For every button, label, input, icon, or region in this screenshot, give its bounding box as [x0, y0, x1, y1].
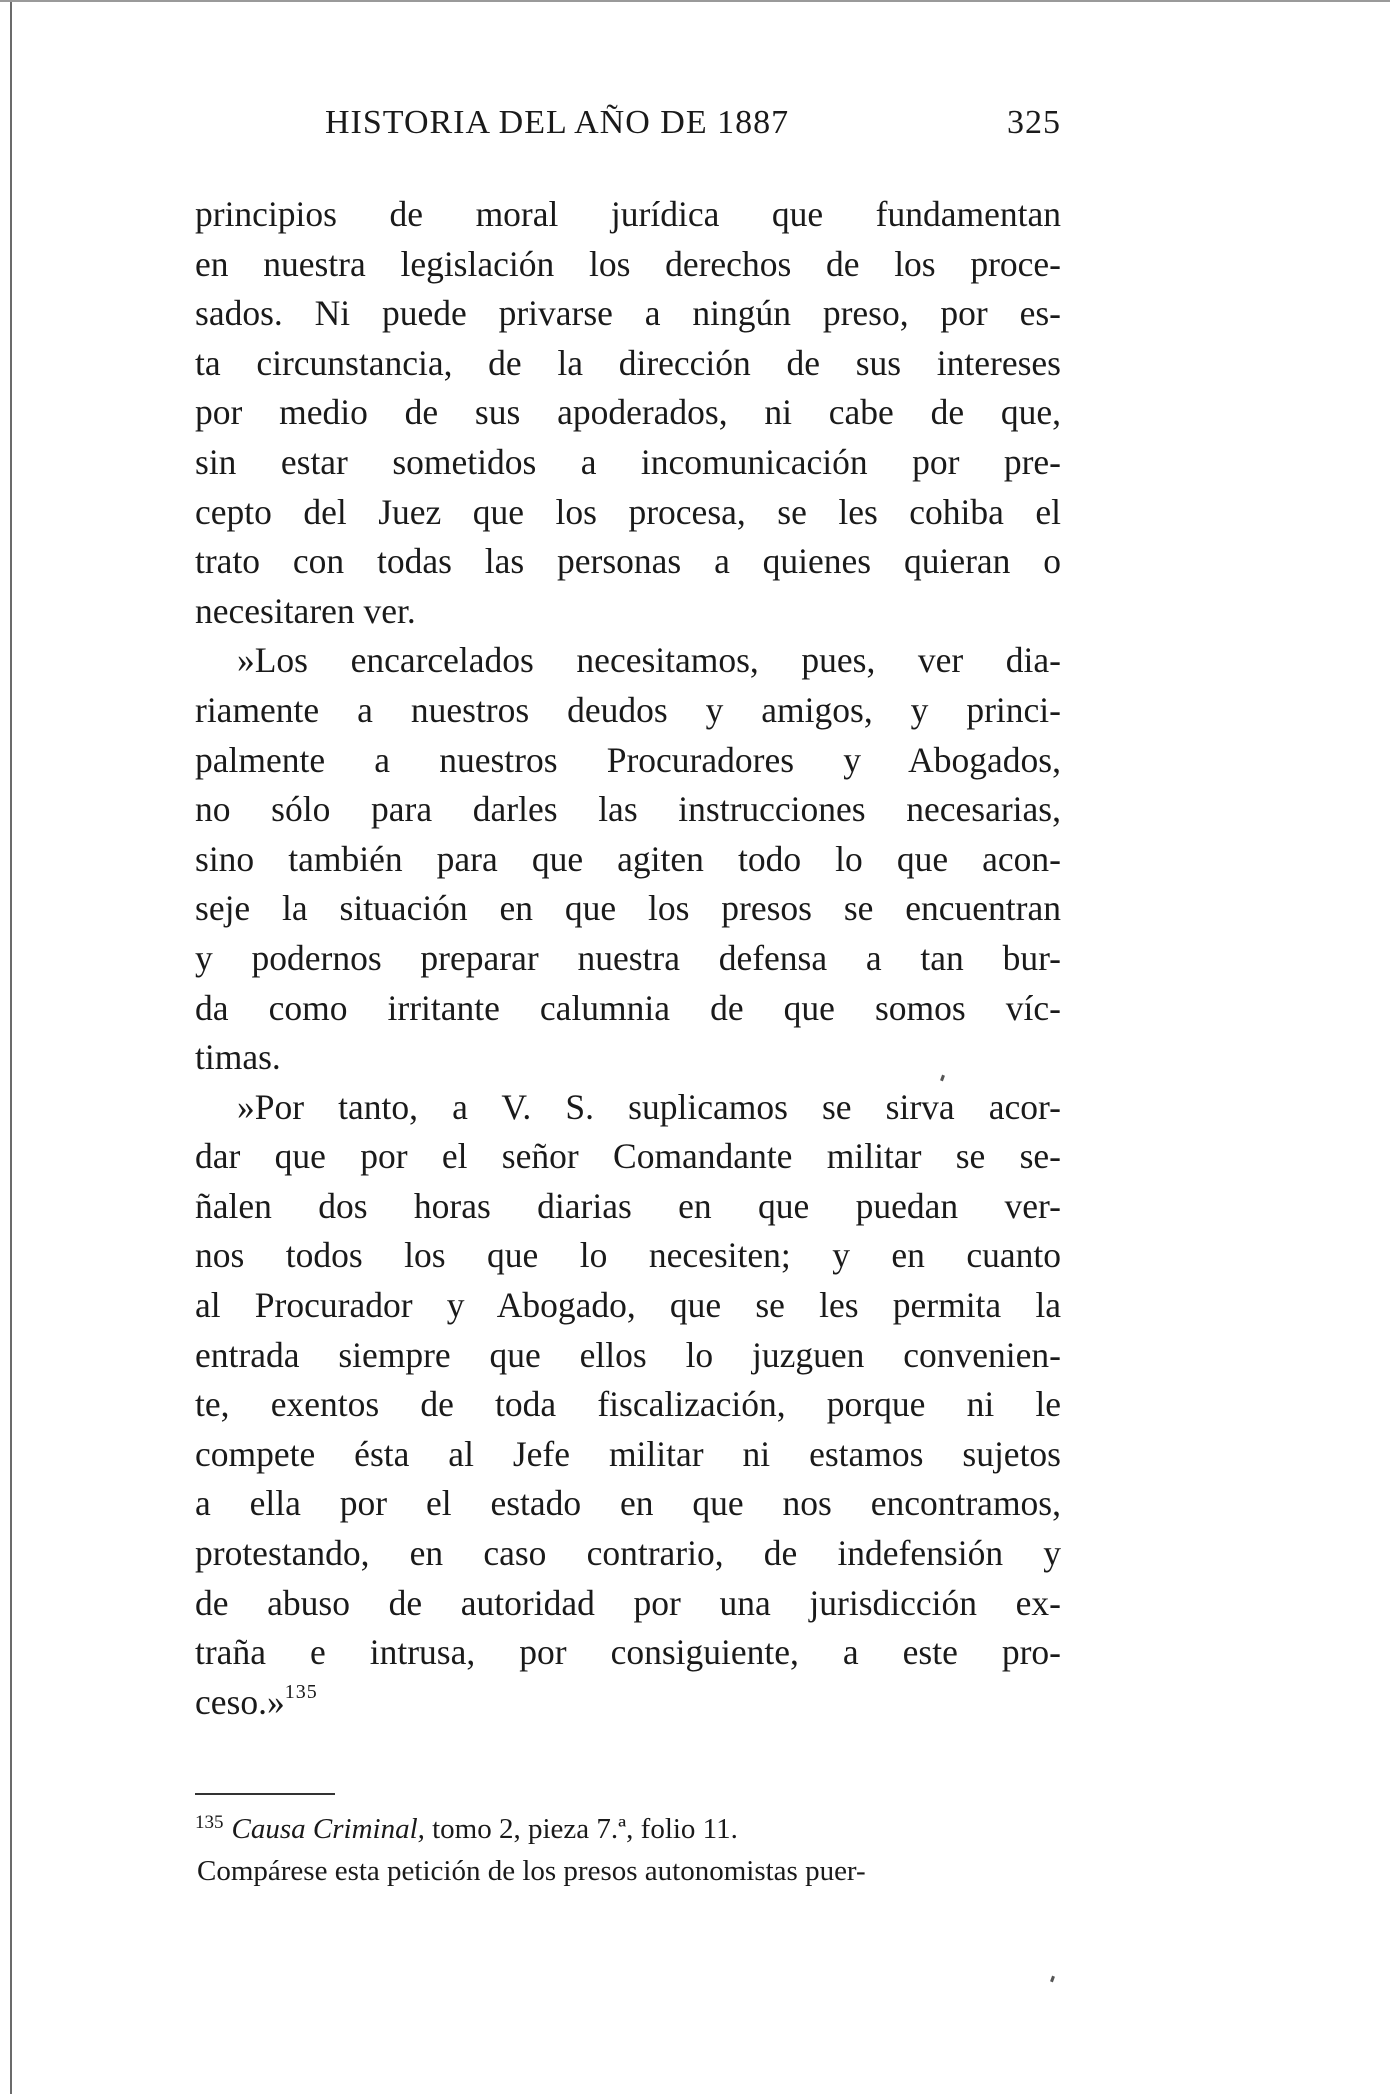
- running-head: [195, 104, 1061, 148]
- text-line-final: [195, 1678, 1061, 1728]
- text-line: palmente a nuestros Procuradores y Abogados,: [195, 739, 1061, 780]
- text-line: traña e intrusa, por consiguiente, a este pro-: [195, 1632, 1061, 1673]
- text-line: sino también para que agiten todo lo que acon-: [195, 838, 1061, 879]
- text-line: protestando, en caso contrario, de indefensión y: [195, 1533, 1061, 1574]
- text-line: da como irritante calumnia de que somos víc-: [195, 987, 1061, 1028]
- text-line: »Por tanto, a V. S. suplicamos se sirva acor-: [237, 1086, 1061, 1127]
- text-line: riamente a nuestros deudos y amigos, y princi-: [195, 689, 1061, 730]
- text-line: cepto del Juez que los procesa, se les cohiba el: [195, 491, 1061, 532]
- text-line: timas.: [195, 1037, 281, 1078]
- page-left-edge: [10, 0, 12, 2094]
- footnote-source-title: Causa Criminal,: [231, 1813, 425, 1845]
- footnote-continuation: Compárese esta petición de los presos autonomistas puer-: [197, 1855, 866, 1887]
- text-line: trato con todas las personas a quienes quieran o: [195, 541, 1061, 582]
- footnote-divider: [195, 1793, 335, 1795]
- text-line: a ella por el estado en que nos encontramos,: [195, 1483, 1061, 1524]
- text-line: necesitaren ver.: [195, 590, 416, 631]
- body-text: [195, 190, 1061, 1727]
- text-line: sin estar sometidos a incomunicación por pre-: [195, 441, 1061, 482]
- text-line: al Procurador y Abogado, que se les permita la: [195, 1285, 1061, 1326]
- running-title: HISTORIA DEL AÑO DE 1887: [325, 104, 790, 141]
- page-top-edge: [0, 0, 1390, 2]
- text-line: ceso.»: [195, 1681, 285, 1722]
- footnotes: [195, 1808, 1061, 1892]
- page-number: 325: [1007, 104, 1061, 141]
- text-line: ñalen dos horas diarias en que puedan ver-: [195, 1185, 1061, 1226]
- text-line: no sólo para darles las instrucciones necesarias,: [195, 789, 1061, 830]
- text-line: te, exentos de toda fiscalización, porque ni le: [195, 1384, 1061, 1425]
- print-speck: [1050, 1976, 1055, 1983]
- text-line: por medio de sus apoderados, ni cabe de que,: [195, 392, 1061, 433]
- text-line: dar que por el señor Comandante militar se se-: [195, 1136, 1061, 1177]
- text-line: y podernos preparar nuestra defensa a tan bur-: [195, 937, 1061, 978]
- footnote-135: [195, 1808, 1061, 1850]
- text-line: entrada siempre que ellos lo juzguen convenien-: [195, 1334, 1061, 1375]
- text-line: ta circunstancia, de la dirección de sus intereses: [195, 342, 1061, 383]
- footnote-reference: 135: [284, 1680, 318, 1703]
- footnote-source-detail: tomo 2, pieza 7.ª, folio 11.: [424, 1813, 738, 1845]
- text-line: seje la situación en que los presos se encuentran: [195, 888, 1061, 929]
- text-line: de abuso de autoridad por una jurisdicción ex-: [195, 1582, 1061, 1623]
- footnote-number: 135: [195, 1812, 224, 1833]
- text-line: sados. Ni puede privarse a ningún preso, por es-: [195, 293, 1061, 334]
- text-line: en nuestra legislación los derechos de los proce-: [195, 243, 1061, 284]
- text-line: compete ésta al Jefe militar ni estamos sujetos: [195, 1433, 1061, 1474]
- text-line: principios de moral jurídica que fundamentan: [195, 194, 1061, 234]
- text-line: nos todos los que lo necesiten; y en cuanto: [195, 1235, 1061, 1276]
- text-line: »Los encarcelados necesitamos, pues, ver dia-: [237, 640, 1061, 681]
